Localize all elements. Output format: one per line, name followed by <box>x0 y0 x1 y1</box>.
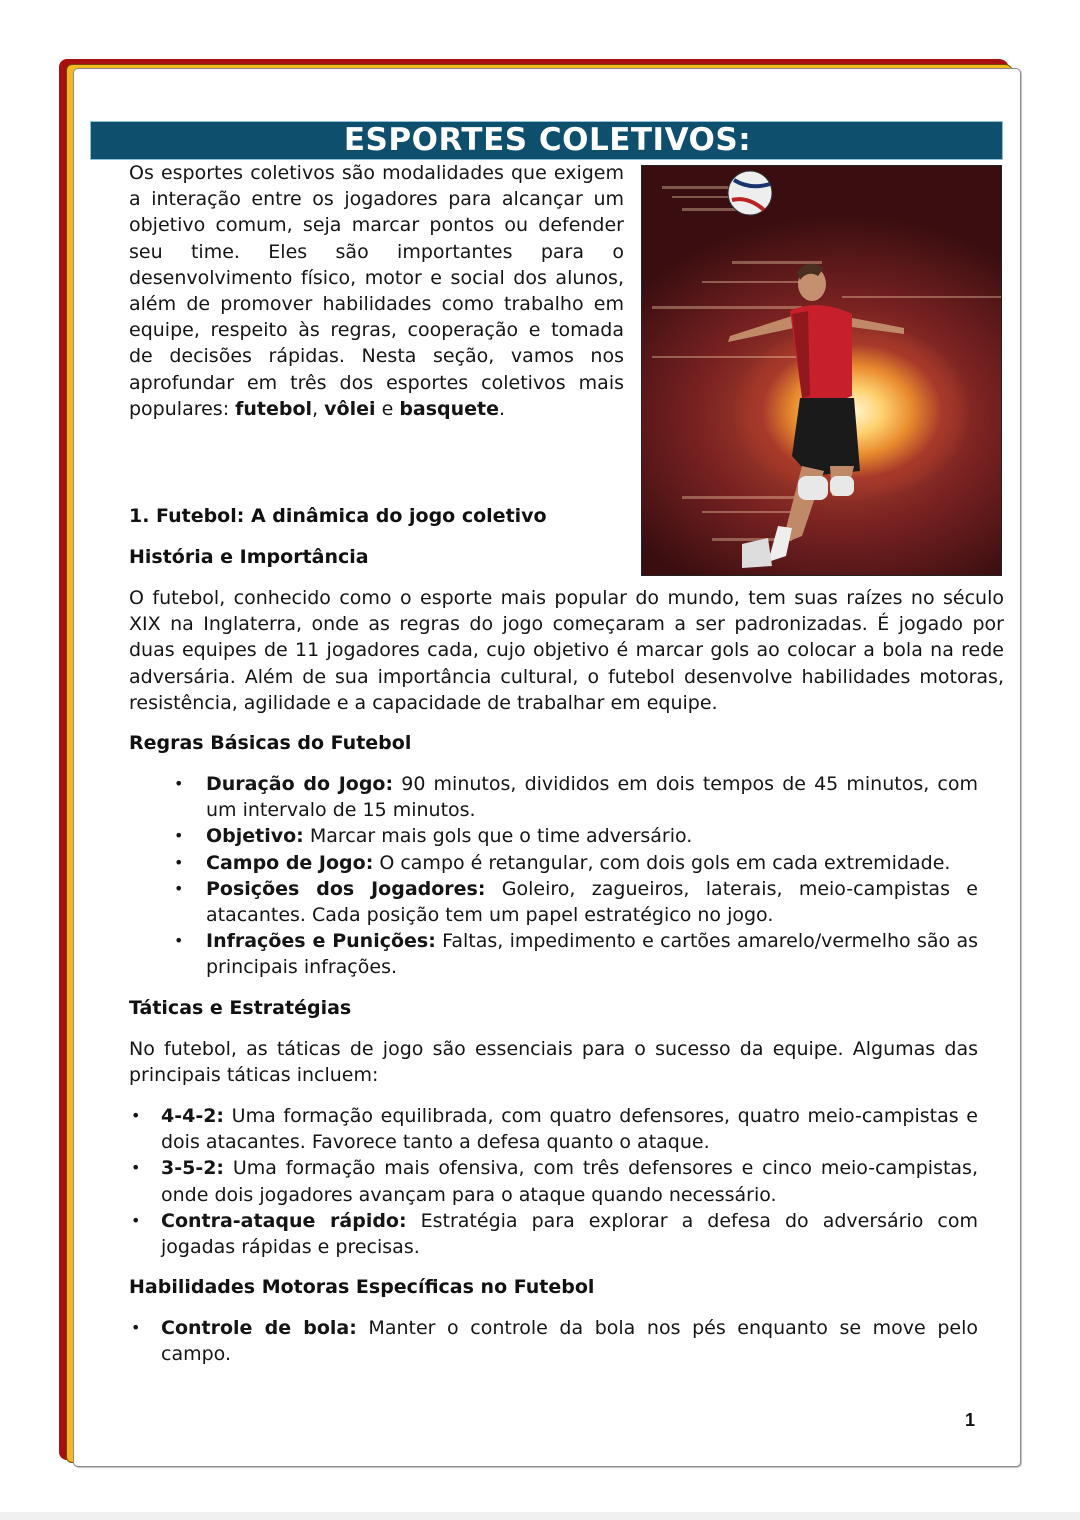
motor-skills-list <box>131 1315 978 1367</box>
bullet-icon: • <box>131 1158 141 1178</box>
rules-item-positions: • Posições dos Jogadores: Goleiro, zagueiros, laterais, meio-campistas e atacantes. Cada posição tem um papel estratégico no jogo. <box>174 877 978 927</box>
viewer-bottom-strip <box>0 1512 1080 1520</box>
intro-paragraph: Os esportes coletivos são modalidades que exigem a interação entre os jogadores para alcançar um objetivo comum, seja marcar pontos ou defender seu time. Eles são importantes para o desenvolvimento físico, motor e social dos alunos, além de promover habilidades como trabalho em equipe, respeito às regras, cooperação e tomada de decisões rápidas. Nesta seção, vamos nos aprofundar em três dos esportes coletivos mais populares: futebol, vôlei e basquete. <box>129 162 624 420</box>
bullet-icon: • <box>131 1318 141 1337</box>
subheading-motor-skills: Habilidades Motoras Específicas no Futebol <box>129 1276 595 1298</box>
bullet-icon: • <box>174 878 184 898</box>
intro-sport-futebol: futebol <box>235 397 313 420</box>
intro-sport-basquete: basquete <box>399 397 500 420</box>
tactics-item-352: • 3-5-2: Uma formação mais ofensiva, com três defensores e cinco meio-campistas, onde dois jogadores avançam para o ataque quando necessário. <box>131 1157 978 1206</box>
document-title: ESPORTES COLETIVOS: <box>90 121 1003 160</box>
rules-item-duration: • Duração do Jogo: 90 minutos, divididos em dois tempos de 45 minutos, com um intervalo de 15 minutos. <box>174 773 978 822</box>
intro-sport-volei: vôlei <box>324 397 376 420</box>
tactics-item-442: • 4-4-2: Uma formação equilibrada, com quatro defensores, quatro meio-campistas e dois atacantes. Favorece tanto a defesa quanto o ataque. <box>131 1105 978 1154</box>
subheading-rules: Regras Básicas do Futebol <box>129 732 412 754</box>
subheading-history: História e Importância <box>129 546 369 568</box>
section-heading-futebol: 1. Futebol: A dinâmica do jogo coletivo <box>129 505 547 527</box>
page-number: 1 <box>965 1410 976 1430</box>
bullet-icon: • <box>131 1106 141 1125</box>
tactics-list <box>131 1103 978 1260</box>
rules-item-field: • Campo de Jogo: O campo é retangular, com dois gols em cada extremidade. <box>206 850 978 876</box>
rules-item-infractions: • Infrações e Punições: Faltas, impedimento e cartões amarelo/vermelho são as principais infrações. <box>174 930 979 979</box>
subheading-tactics: Táticas e Estratégias <box>129 997 352 1019</box>
volleyball-player-illustration <box>642 166 1002 576</box>
tactics-item-counterattack: • Contra-ataque rápido: Estratégia para explorar a defesa do adversário com jogadas rápidas e precisas. <box>131 1209 978 1259</box>
bullet-icon: • <box>174 931 184 951</box>
volleyball-player-image <box>641 165 1002 576</box>
bullet-icon: • <box>174 826 184 846</box>
bullet-icon: • <box>174 774 184 793</box>
bullet-icon: • <box>174 852 184 872</box>
rules-item-objective: • Objetivo: Marcar mais gols que o time adversário. <box>206 823 978 849</box>
rules-list <box>174 771 979 981</box>
tactics-intro-paragraph: No futebol, as táticas de jogo são essenciais para o sucesso da equipe. Algumas das principais táticas incluem: <box>129 1038 978 1087</box>
history-paragraph: O futebol, conhecido como o esporte mais popular do mundo, tem suas raízes no século XIX na Inglaterra, onde as regras do jogo começaram a ser padronizadas. É jogado por duas equipes de 11 jogadores cada, cujo objetivo é marcar gols ao colocar a bola na rede adversária. Além de sua importância cultural, o futebol desenvolve habilidades motoras, resistência, agilidade e a capacidade de trabalhar em equipe. <box>129 587 1004 714</box>
skills-item-ball-control: • Controle de bola: Manter o controle da bola nos pés enquanto se move pelo campo. <box>131 1317 978 1366</box>
bullet-icon: • <box>131 1210 141 1230</box>
